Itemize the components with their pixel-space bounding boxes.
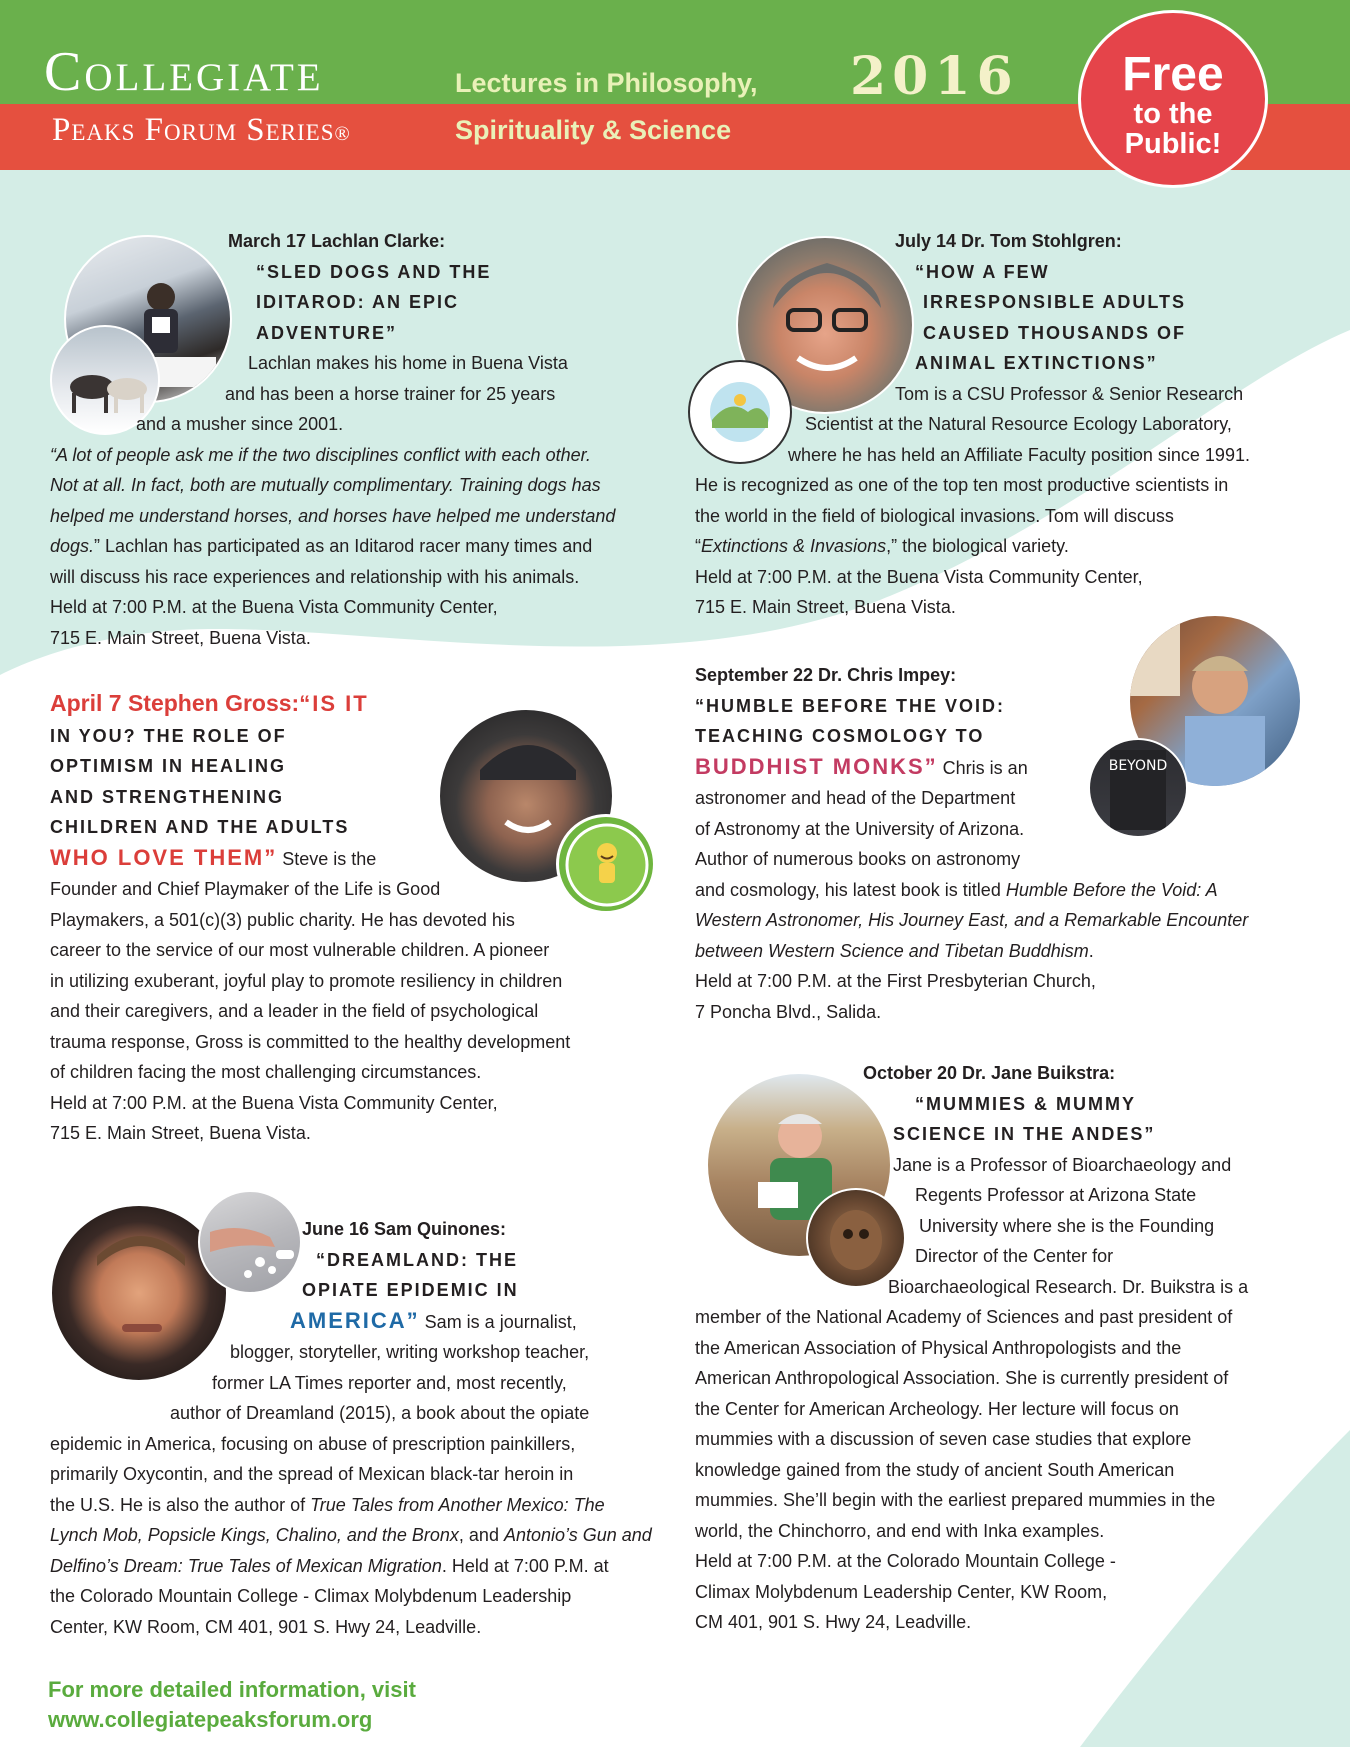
event-book2: Delfino’s Dream: True Tales of Mexican Migration bbox=[50, 1555, 442, 1576]
event-venue-line: 715 E. Main Street, Buena Vista. bbox=[50, 1123, 311, 1143]
event-heading: July 14 Dr. Tom Stohlgren: bbox=[895, 231, 1122, 251]
event-bio-line: Bioarchaeological Research. Dr. Buikstra is a bbox=[888, 1276, 1249, 1297]
free-badge bbox=[1078, 10, 1268, 188]
event-venue-line: 715 E. Main Street, Buena Vista. bbox=[50, 627, 311, 648]
event-quote-line: Not at all. In fact, both are mutually complimentary. Training dogs has bbox=[50, 475, 601, 495]
footer-line: For more detailed information, visit bbox=[48, 1677, 416, 1702]
event-bio-line: where he has held an Affiliate Faculty position since 1991. bbox=[788, 444, 1250, 465]
event-bio-line: Jane is a Professor of Bioarchaeology and bbox=[893, 1154, 1232, 1175]
event-july bbox=[695, 226, 1315, 623]
event-title-line: IRRESPONSIBLE ADULTS bbox=[923, 292, 1187, 312]
event-title-line: “DREAMLAND: THE bbox=[316, 1249, 518, 1270]
event-bio-line: Lachlan makes his home in Buena Vista bbox=[248, 353, 568, 373]
event-title-line: CHILDREN AND THE ADULTS bbox=[50, 817, 350, 837]
event-heading: March 17 Lachlan Clarke: bbox=[228, 231, 446, 251]
event-quote-tail: ” Lachlan has participated as an Iditarod racer many times and bbox=[94, 536, 593, 556]
event-venue-line: Held at 7:00 P.M. at the Buena Vista Community Center, bbox=[695, 566, 1143, 587]
event-bio-line: epidemic in America, focusing on abuse of prescription painkillers, bbox=[50, 1433, 576, 1454]
event-book-title: between Western Science and Tibetan Buddhism bbox=[695, 940, 1089, 961]
event-bio-line: Playmakers, a 501(c)(3) public charity. He has devoted his bbox=[50, 909, 515, 930]
footer bbox=[48, 1675, 416, 1735]
event-venue-line: Held at 7:00 P.M. at the Buena Vista Community Center, bbox=[50, 1092, 498, 1113]
header-series bbox=[52, 114, 351, 147]
event-venue-line: 7 Poncha Blvd., Salida. bbox=[695, 1001, 882, 1022]
event-quote-line: “A lot of people ask me if the two disciplines conflict with each other. bbox=[50, 444, 591, 465]
free-badge-line3: Public! bbox=[1124, 128, 1222, 161]
event-title-line: IN YOU? THE ROLE OF bbox=[50, 725, 287, 746]
event-more-line: will discuss his race experiences and relationship with his animals. bbox=[50, 566, 580, 587]
event-book-pre: and cosmology, his latest book is titled bbox=[695, 879, 1006, 900]
event-bio-line: knowledge gained from the study of ancient South American bbox=[695, 1459, 1175, 1480]
event-heading: June 16 Sam Quinones: bbox=[302, 1219, 507, 1239]
event-june bbox=[50, 1214, 670, 1642]
event-april bbox=[50, 688, 670, 1149]
event-bio-line: blogger, storyteller, writing workshop teacher, bbox=[230, 1342, 590, 1362]
event-bio-line: and has been a horse trainer for 25 years bbox=[225, 383, 556, 404]
event-title-line: BUDDHIST MONKS” bbox=[695, 753, 938, 779]
event-bio-line: Scientist at the Natural Resource Ecology Laboratory, bbox=[805, 414, 1232, 434]
event-venue-line: Held at 7:00 P.M. at the Colorado Mountain College - bbox=[695, 1551, 1116, 1571]
event-venue-line: the Colorado Mountain College - Climax Molybdenum Leadership bbox=[50, 1586, 572, 1606]
event-book2: Antonio’s Gun and bbox=[503, 1525, 652, 1545]
event-bio-line: astronomer and head of the Department bbox=[695, 788, 1016, 808]
event-after-title: Steve is the bbox=[277, 848, 377, 869]
event-book1: Lynch Mob, Popsicle Kings, Chalino, and the Bronx bbox=[50, 1525, 459, 1545]
event-title-line: AMERICA” bbox=[290, 1307, 420, 1333]
free-badge-big: Free bbox=[1122, 48, 1224, 101]
event-october bbox=[695, 1058, 1315, 1638]
header-title: Collegiate bbox=[44, 41, 324, 103]
event-bio-line: member of the National Academy of Sciences and past president of bbox=[695, 1307, 1233, 1327]
event-book1: True Tales from Another Mexico: The bbox=[310, 1494, 605, 1515]
event-bio-line: University where she is the Founding bbox=[919, 1215, 1215, 1236]
event-books-pre: the U.S. He is also the author of bbox=[50, 1494, 311, 1515]
footer-url-link[interactable]: www.collegiatepeaksforum.org bbox=[48, 1707, 373, 1732]
event-bio-line: the Center for American Archeology. Her lecture will focus on bbox=[695, 1398, 1179, 1419]
event-title-line: OPIATE EPIDEMIC IN bbox=[302, 1280, 519, 1300]
event-title-line: ADVENTURE” bbox=[256, 322, 398, 343]
event-title-end-line bbox=[50, 843, 670, 875]
event-title-line: WHO LOVE THEM” bbox=[50, 844, 278, 870]
event-title-end-line bbox=[50, 1306, 670, 1338]
event-after-title: Sam is a journalist, bbox=[419, 1311, 577, 1332]
event-bio-line: world, the Chinchorro, and end with Inka examples. bbox=[695, 1520, 1105, 1541]
event-bio-line: Author of numerous books on astronomy bbox=[695, 849, 1021, 869]
event-march bbox=[50, 226, 650, 653]
book-cover-text: BEYOND bbox=[1108, 758, 1168, 774]
event-bio-line: American Anthropological Association. She is currently president of bbox=[695, 1368, 1229, 1388]
event-bio-line: and their caregivers, and a leader in the field of psychological bbox=[50, 1001, 539, 1021]
event-books-line bbox=[50, 1490, 670, 1521]
event-title-line: ANIMAL EXTINCTIONS” bbox=[915, 353, 1158, 373]
event-quote-end-line bbox=[50, 531, 650, 562]
event-bio-line: former LA Times reporter and, most recently, bbox=[212, 1372, 567, 1393]
event-bio-line: the American Association of Physical Anthropologists and the bbox=[695, 1337, 1182, 1358]
event-title-line: CAUSED THOUSANDS OF bbox=[923, 322, 1187, 343]
event-bio-line: Founder and Chief Playmaker of the Life is Good bbox=[50, 879, 441, 899]
event-book-title: Western Astronomer, His Journey East, and a Remarkable Encounter bbox=[695, 910, 1249, 930]
event-bio-line: He is recognized as one of the top ten most productive scientists in bbox=[695, 475, 1229, 495]
event-books-line bbox=[50, 1551, 670, 1582]
event-books-line bbox=[50, 1520, 670, 1551]
event-venue-line: Held at 7:00 P.M. at the Buena Vista Community Center, bbox=[50, 597, 498, 617]
event-title-line: “SLED DOGS AND THE bbox=[256, 261, 492, 282]
event-bio-line: mummies with a discussion of seven case studies that explore bbox=[695, 1429, 1192, 1449]
event-title-end-line bbox=[695, 752, 1315, 784]
header-subtitle-line1: Lectures in Philosophy, bbox=[455, 68, 758, 98]
event-book-title: Humble Before the Void: A bbox=[1005, 879, 1218, 900]
event-bio-line: and a musher since 2001. bbox=[136, 414, 344, 434]
event-quote-line: helped me understand horses, and horses have helped me understand bbox=[50, 505, 616, 526]
event-heading: April 7 Stephen Gross: bbox=[50, 690, 300, 716]
event-bio-line: of children facing the most challenging circumstances. bbox=[50, 1062, 482, 1082]
event-bio-line: Tom is a CSU Professor & Senior Research bbox=[895, 383, 1244, 404]
event-title-line: AND STRENGTHENING bbox=[50, 786, 285, 807]
event-bio-line: Director of the Center for bbox=[915, 1246, 1114, 1266]
event-bio-line: primarily Oxycontin, and the spread of Mexican black-tar heroin in bbox=[50, 1464, 574, 1484]
event-bio-line: author of Dreamland (2015), a book about the opiate bbox=[170, 1403, 590, 1423]
event-bio-line: trauma response, Gross is committed to the healthy development bbox=[50, 1031, 571, 1052]
event-held: . Held at 7:00 P.M. at bbox=[441, 1555, 609, 1576]
event-venue-line: 715 E. Main Street, Buena Vista. bbox=[695, 597, 956, 617]
event-bio-line: in utilizing exuberant, joyful play to promote resiliency in children bbox=[50, 970, 563, 991]
event-quote-line bbox=[695, 531, 1315, 562]
event-books-and: , and bbox=[458, 1525, 504, 1545]
event-title-line: TEACHING COSMOLOGY TO bbox=[695, 726, 985, 746]
event-venue-line: Held at 7:00 P.M. at the First Presbyterian Church, bbox=[695, 971, 1096, 991]
header-series-text: Peaks Forum Series bbox=[52, 112, 335, 148]
event-bio-line: the world in the field of biological invasions. Tom will discuss bbox=[695, 505, 1174, 526]
event-bio-line: Regents Professor at Arizona State bbox=[915, 1185, 1197, 1205]
free-badge-line2: to the bbox=[1133, 98, 1213, 130]
event-title-line: “IS IT bbox=[299, 691, 369, 716]
event-book-line bbox=[695, 875, 1315, 906]
event-book-end: . bbox=[1088, 940, 1094, 961]
event-title-line: IDITAROD: AN EPIC bbox=[256, 292, 459, 312]
event-heading: October 20 Dr. Jane Buikstra: bbox=[863, 1063, 1116, 1083]
event-bio-line: career to the service of our most vulnerable children. A pioneer bbox=[50, 940, 550, 960]
header-year: 2016 bbox=[850, 46, 1019, 107]
event-after-title: Chris is an bbox=[937, 757, 1028, 778]
event-title-line: “MUMMIES & MUMMY bbox=[915, 1093, 1136, 1114]
event-book-line bbox=[695, 936, 1315, 967]
registered-mark: ® bbox=[334, 123, 351, 145]
event-september bbox=[695, 660, 1315, 1027]
event-bio-line: mummies. She’ll begin with the earliest prepared mummies in the bbox=[695, 1490, 1216, 1510]
event-quote-pre: “ bbox=[695, 536, 701, 556]
header-subtitle-line2: Spirituality & Science bbox=[455, 115, 732, 145]
event-title-line: “HOW A FEW bbox=[915, 261, 1050, 282]
event-title-line: “HUMBLE BEFORE THE VOID: bbox=[695, 695, 1006, 716]
event-quote-end: dogs. bbox=[50, 536, 95, 556]
event-quote-title: Extinctions & Invasions bbox=[701, 536, 887, 556]
event-venue-line: Climax Molybdenum Leadership Center, KW Room, bbox=[695, 1581, 1108, 1602]
event-title-line: OPTIMISM IN HEALING bbox=[50, 756, 286, 776]
event-quote-post: ,” the biological variety. bbox=[886, 536, 1069, 556]
event-title-line: SCIENCE IN THE ANDES” bbox=[893, 1124, 1156, 1144]
event-bio-line: of Astronomy at the University of Arizona. bbox=[695, 818, 1025, 839]
event-heading-line bbox=[50, 688, 670, 721]
event-venue-line: Center, KW Room, CM 401, 901 S. Hwy 24, Leadville. bbox=[50, 1616, 482, 1637]
event-heading: September 22 Dr. Chris Impey: bbox=[695, 665, 957, 685]
event-venue-line: CM 401, 901 S. Hwy 24, Leadville. bbox=[695, 1612, 972, 1632]
